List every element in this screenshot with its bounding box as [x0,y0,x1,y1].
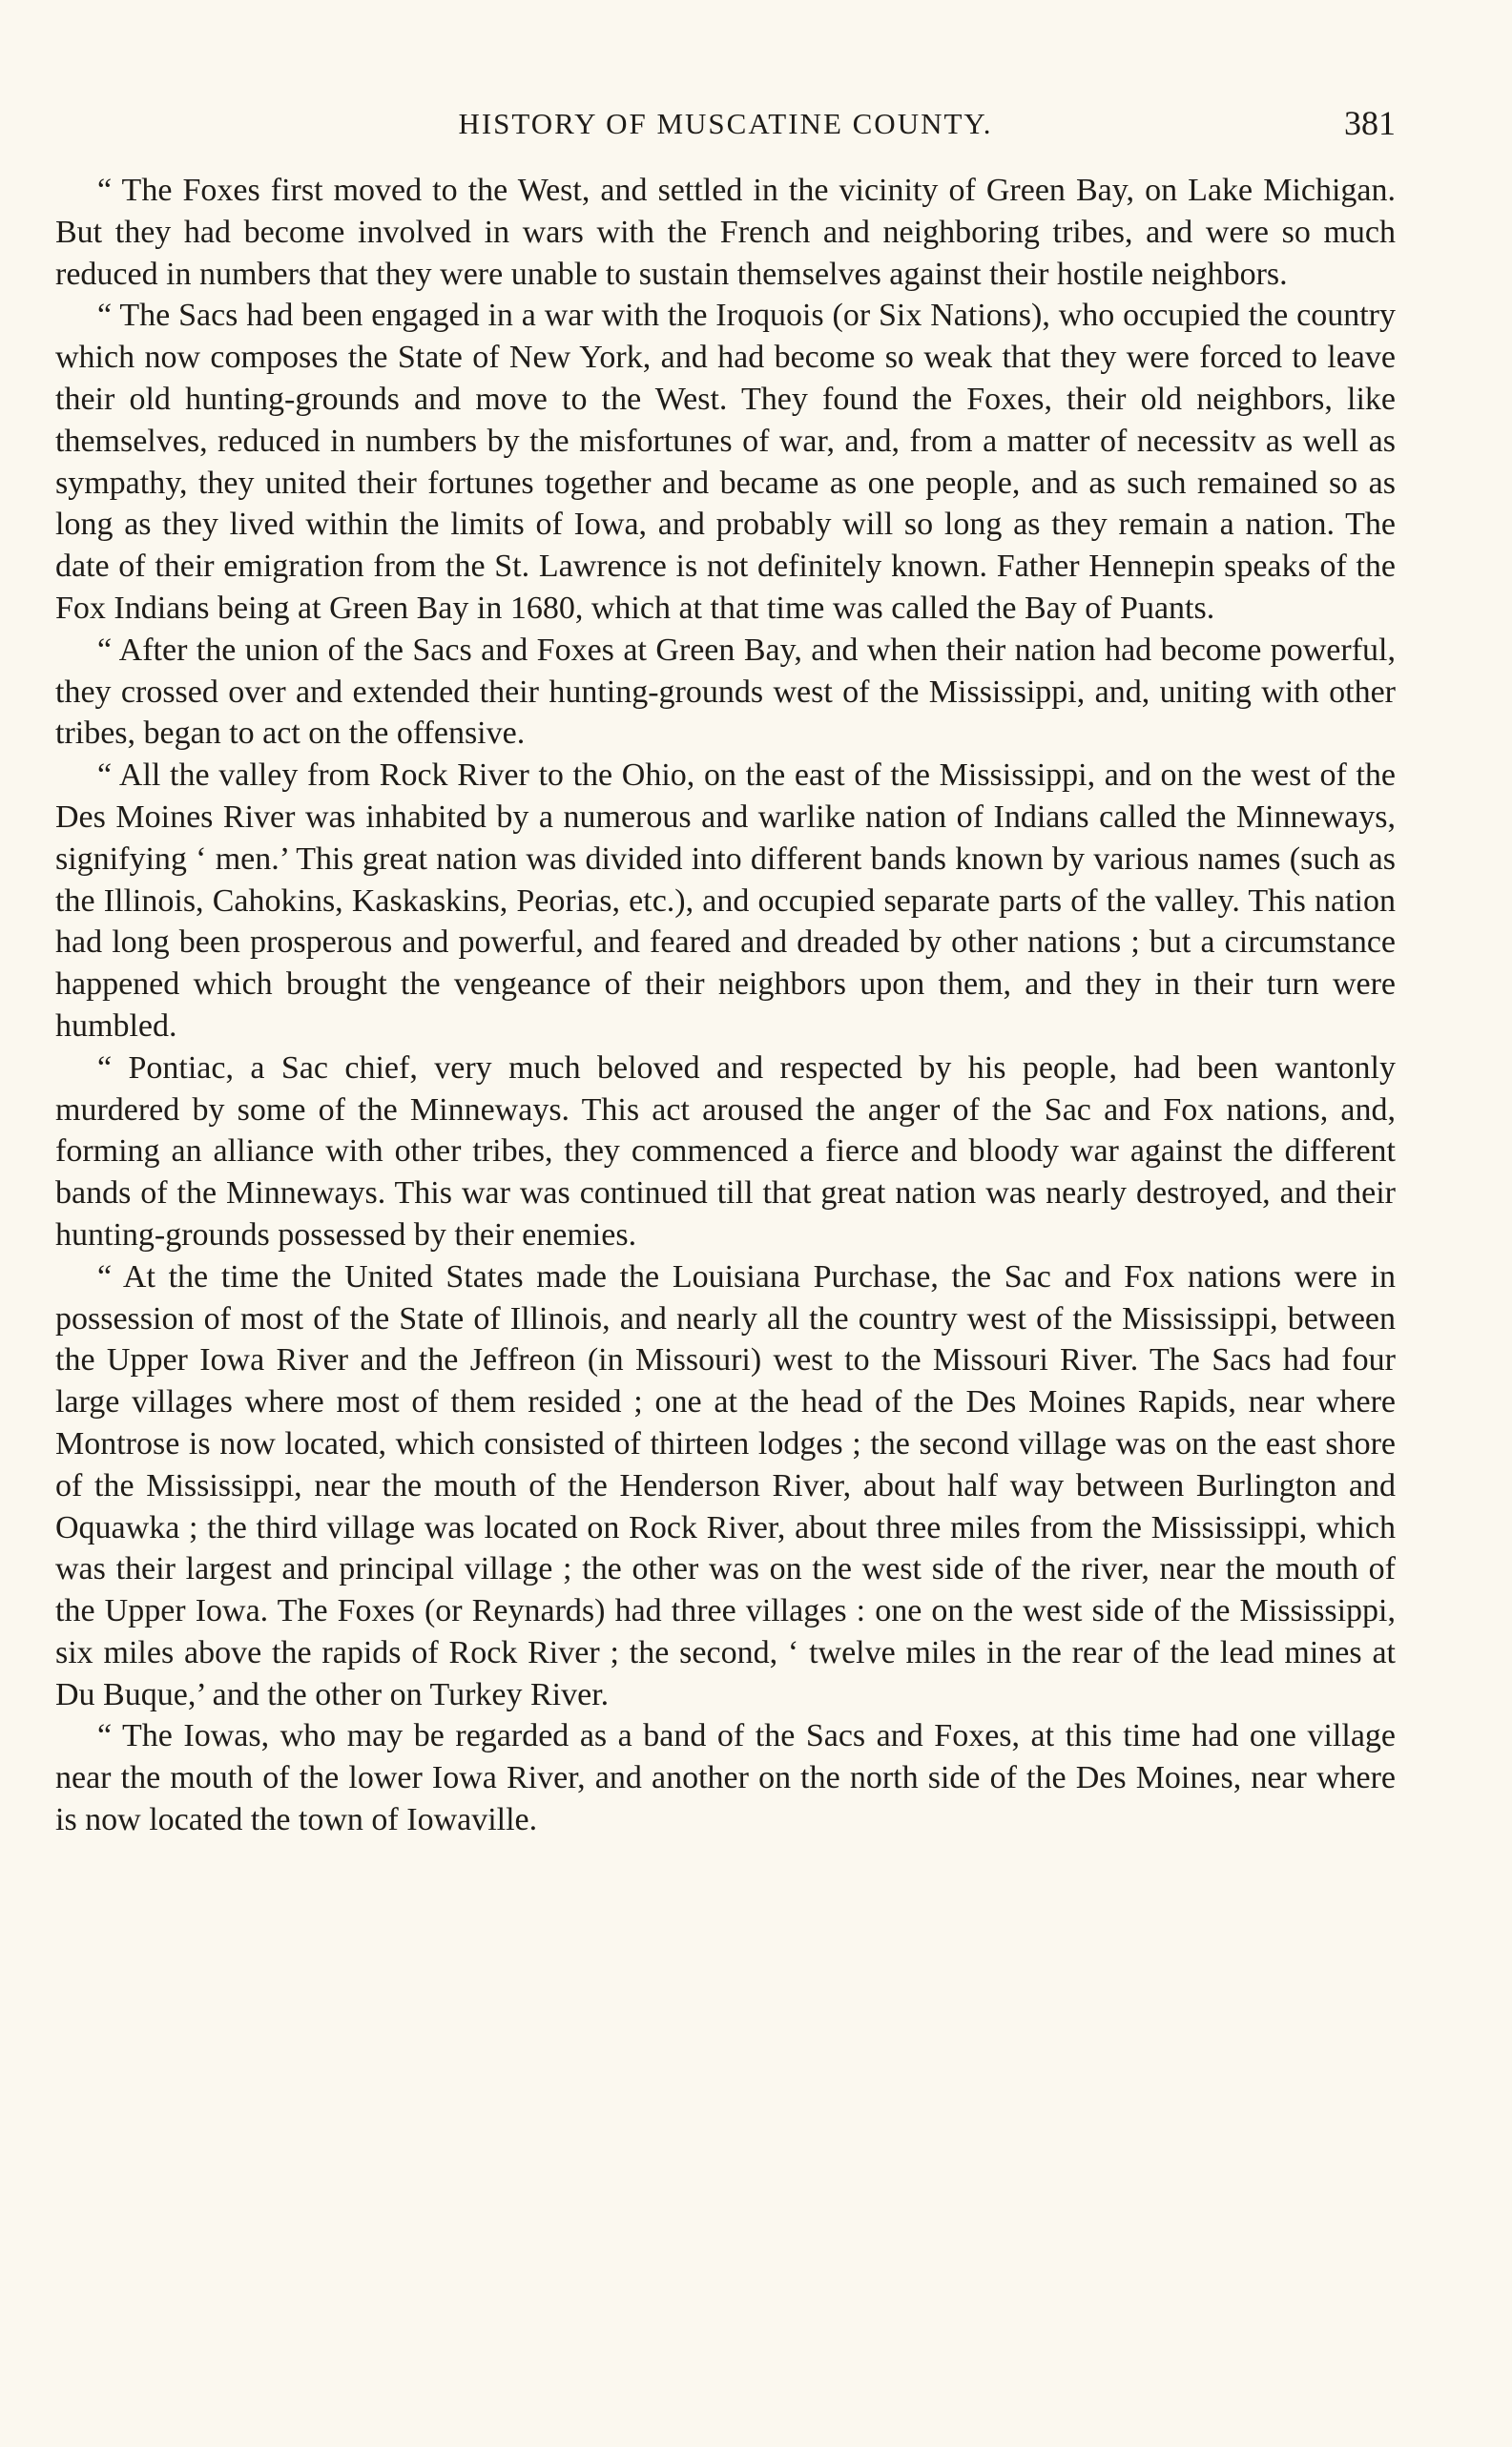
paragraph-iowas-villages: “ The Iowas, who may be regarded as a band of the Sacs and Foxes, at this time had one village near the mouth of the lower Iowa River, and another on the north side of the Des Moines, near where is now located the town of Iowaville. [55,1718,1396,1838]
running-title: HISTORY OF MUSCATINE COUNTY. [458,107,993,140]
paragraph-union-green-bay: “ After the union of the Sacs and Foxes at Green Bay, and when their nation had become powerful, they crossed over and extended their hunting-grounds west of the Mississippi, and, uniting with other tribes, began to act on the offensive. [55,632,1396,752]
paragraph-louisiana-purchase-villages: “ At the time the United States made the Louisiana Purchase, the Sac and Fox nations were in possession of most of the State of Illinois, and nearly all the country west of the Mississippi, between the Upper Iowa River and the Jeffreon (in Missouri) west to the Missouri River. The Sacs had four large villages where most of them resided ; one at the head of the Des Moines Rapids, near where Montrose is now located, which consisted of thirteen lodges ; the second village was on the east shore of the Mississippi, near the mouth of the Henderson River, about half way between Burlington and Oquawka ; the third village was located on Rock River, about three miles from the Mississippi, which was their largest and principal village ; the other was on the west side of the river, near the mouth of the Upper Iowa. The Foxes (or Reynards) had three villages : one on the west side of the Mississippi, six miles above the rapids of Rock River ; the second, ‘ twelve miles in the rear of the lead mines at Du Buque,’ and the other on Turkey River. [55,1258,1396,1712]
book-page [55,95,1396,1841]
body-text [55,170,1396,1841]
running-head [55,95,1396,153]
paragraph-sacs-iroquois-war: “ The Sacs had been engaged in a war with the Iroquois (or Six Nations), who occupied the country which now composes the State of New York, and had become so weak that they were forced to leave their old hunting-grounds and move to the West. They found the Foxes, their old neighbors, like themselves, reduced in numbers by the misfortunes of war, and, from a matter of necessitv as well as sympathy, they united their fortunes together and became as one people, and as such remained so as long as they lived within the limits of Iowa, and probably will so long as they remain a nation. The date of their emigration from the St. Lawrence is not definitely known. Father Hennepin speaks of the Fox Indians being at Green Bay in 1680, which at that time was called the Bay of Puants. [55,298,1396,626]
paragraph-foxes-move-west: “ The Foxes first moved to the West, and settled in the vicinity of Green Bay, on Lake Michigan. But they had become involved in wars with the French and neighboring tribes, and were so much reduced in numbers that they were unable to sustain themselves against their hostile neighbors. [55,173,1396,292]
page-number: 381 [1344,104,1396,142]
paragraph-pontiac-war: “ Pontiac, a Sac chief, very much beloved and respected by his people, had been wantonly murdered by some of the Minneways. This act aroused the anger of the Sac and Fox nations, and, forming an alliance with other tribes, they commenced a fierce and bloody war against the different bands of the Minneways. This war was continued till that great nation was nearly destroyed, and their hunting-grounds possessed by their enemies. [55,1049,1396,1253]
paragraph-minneways-nation: “ All the valley from Rock River to the Ohio, on the east of the Mississippi, and on the west of the Des Moines River was inhabited by a numerous and warlike nation of Indians called the Minneways, signifying ‘ men.’ This great nation was divided into different bands known by various names (such as the Illinois, Cahokins, Kaskaskins, Peorias, etc.), and occupied separate parts of the valley. This nation had long been prosperous and powerful, and feared and dreaded by other nations ; but a circumstance happened which brought the vengeance of their neighbors upon them, and they in their turn were humbled. [55,757,1396,1044]
